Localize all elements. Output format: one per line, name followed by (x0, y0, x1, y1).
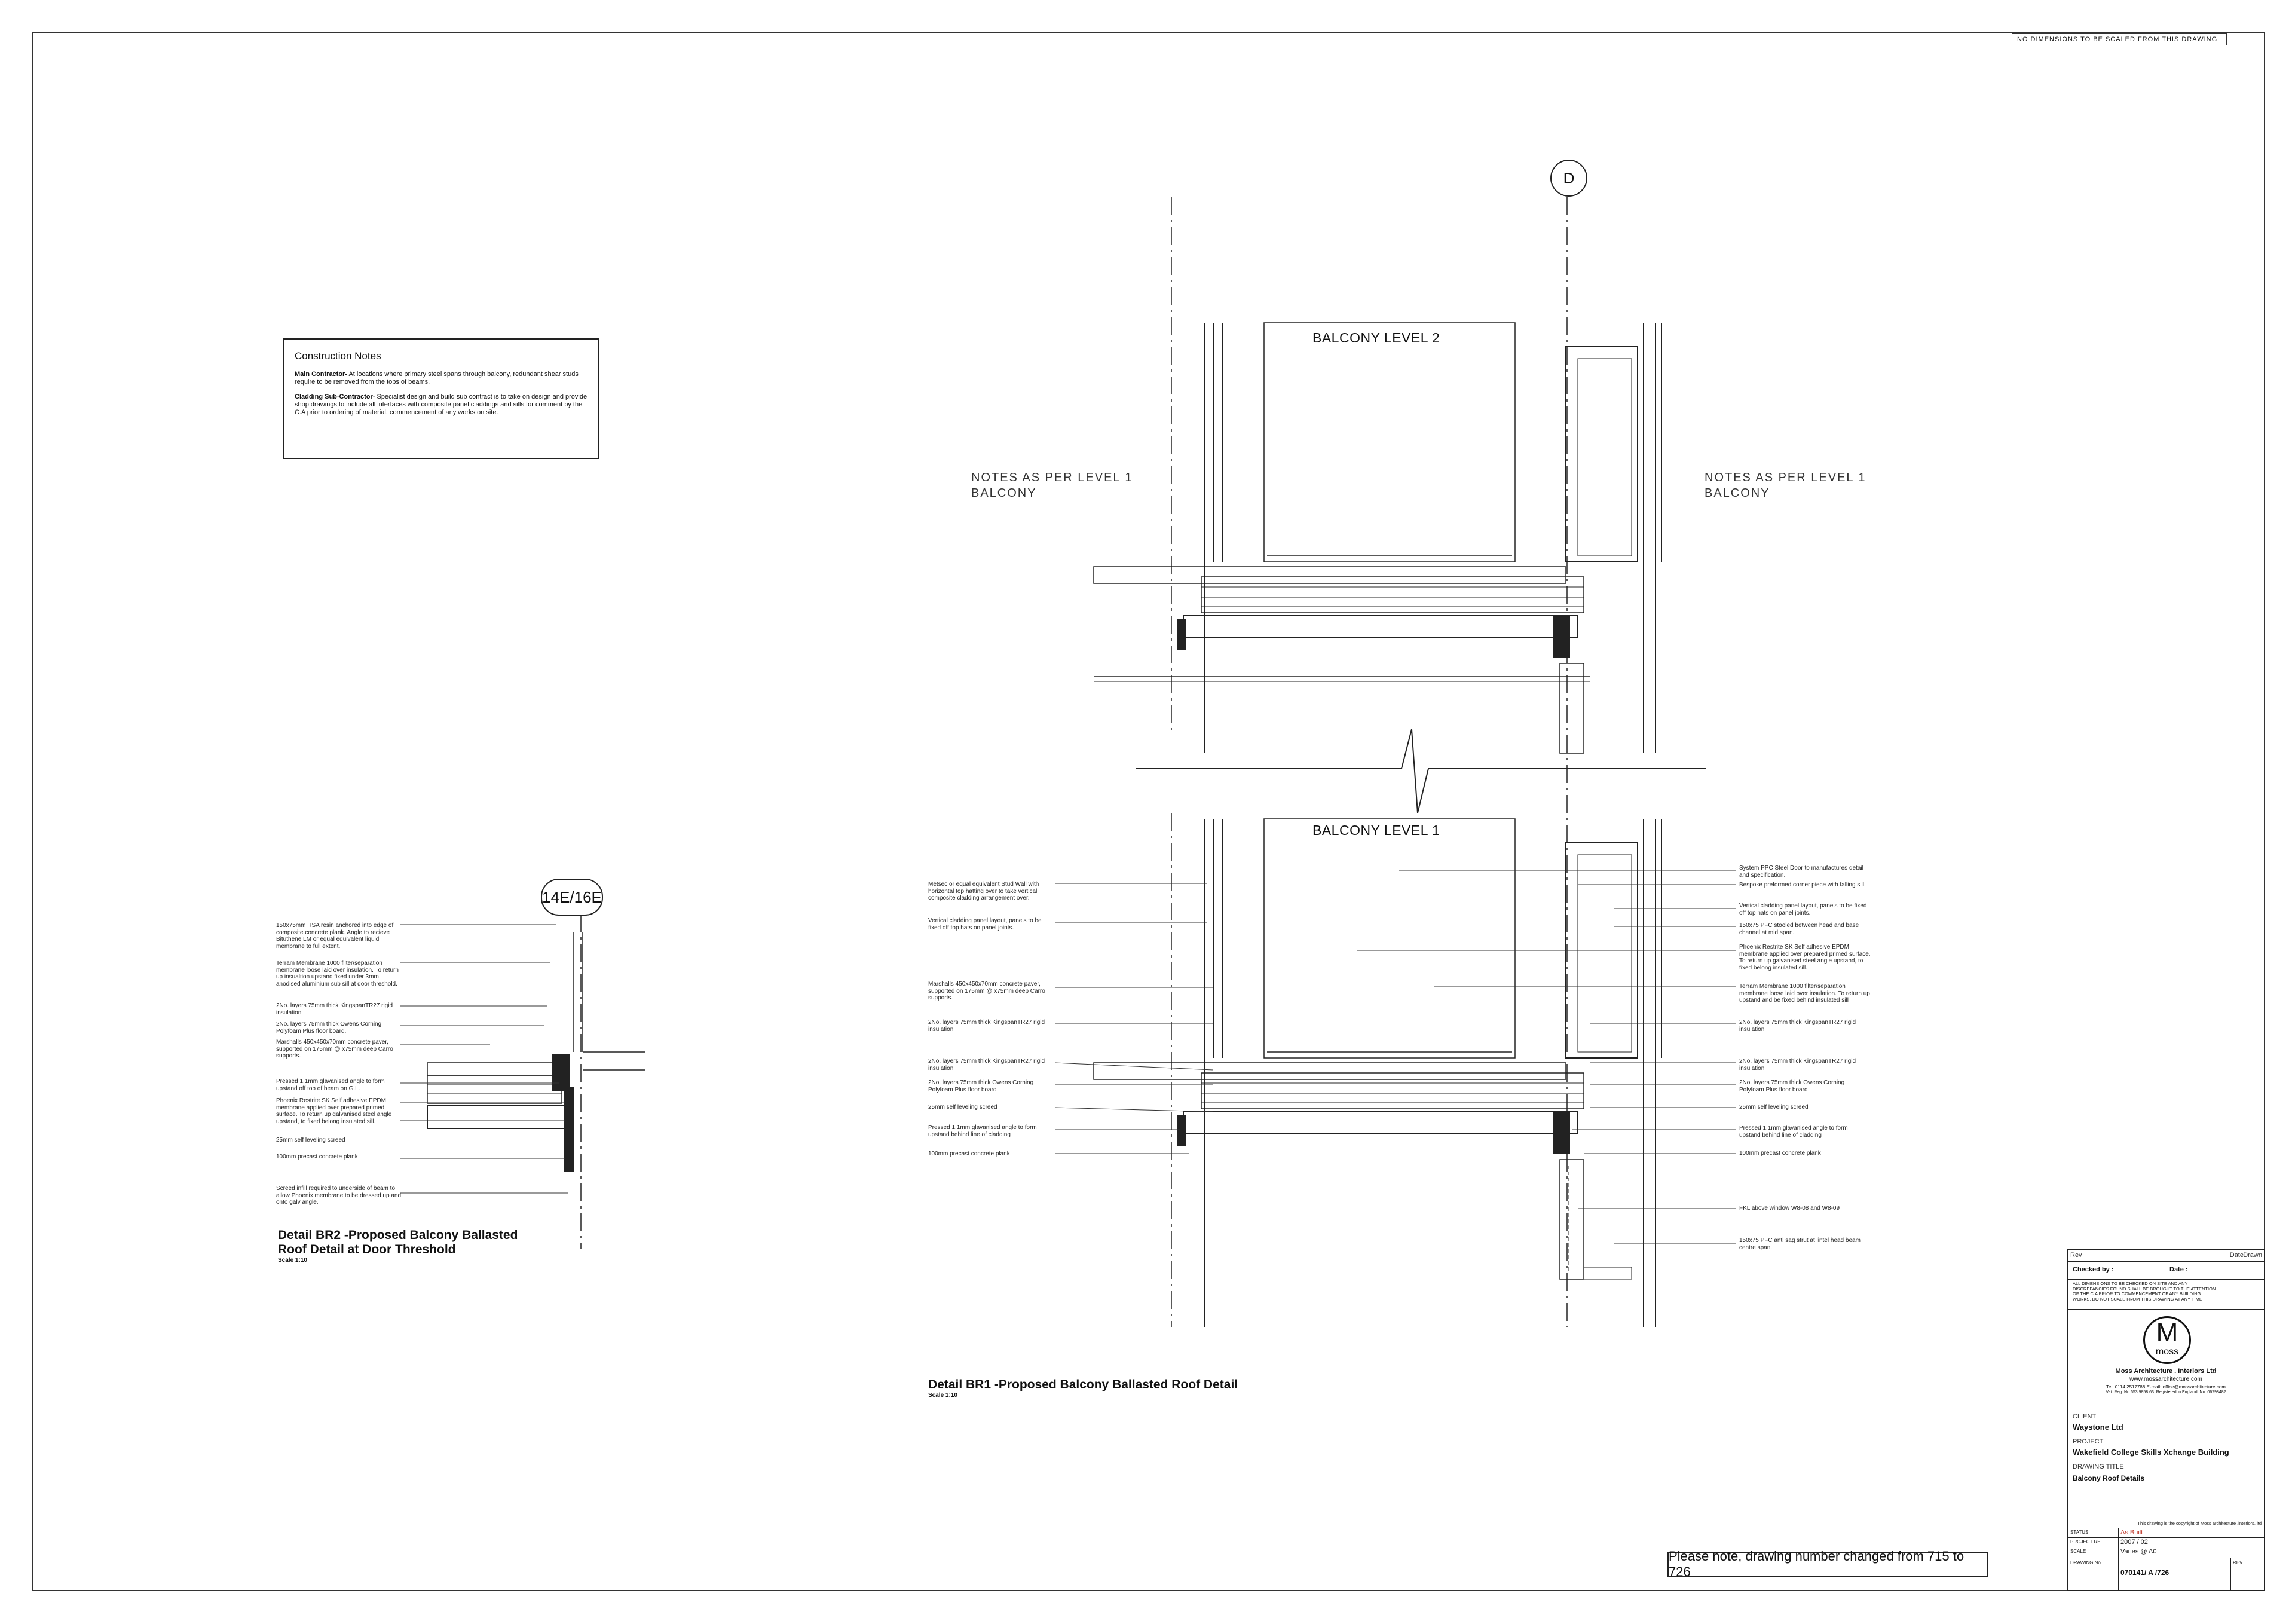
br2-label: Marshalls 450x450x70mm concrete paver, supported on 175mm @ x75mm deep Carro supports. (276, 1039, 393, 1059)
number-change-note: Please note, drawing number changed from 715 to 726 (1667, 1552, 1988, 1577)
detail-ref-bubble: 14E/16E (541, 879, 603, 916)
br1-label-left: Metsec or equal equivalent Stud Wall with horizontal top hatting over to take vertical composite cladding arrangement over. (928, 881, 1039, 901)
drawing-no-value: 070141/ A /726 (2120, 1568, 2169, 1577)
scale-warning: NO DIMENSIONS TO BE SCALED FROM THIS DRAWING (2012, 33, 2227, 45)
level-1-label: BALCONY LEVEL 1 (1312, 822, 1440, 838)
br1-label-left: 2No. layers 75mm thick KingspanTR27 rigid insulation (928, 1019, 1045, 1033)
client-head: CLIENT (2073, 1413, 2097, 1420)
grid-bubble-d: D (1550, 160, 1587, 197)
br1-label-right: 100mm precast concrete plank (1739, 1150, 1821, 1157)
br1-label-left: 2No. layers 75mm thick Owens Corning Polyfoam Plus floor board (928, 1079, 1034, 1093)
notes-per-right: NOTES AS PER LEVEL 1 BALCONY (1705, 471, 1866, 500)
br1-label-right: 150x75 PFC stooled between head and base channel at mid span. (1739, 922, 1859, 936)
status-value: As Built (2120, 1529, 2143, 1536)
moss-logo: M moss (2143, 1316, 2191, 1364)
br2-label: 2No. layers 75mm thick Owens Corning Polyfoam Plus floor board. (276, 1021, 382, 1035)
construction-notes-title: Construction Notes (295, 350, 381, 362)
client-value: Waystone Ltd (2073, 1423, 2123, 1432)
firm-web: www.mossarchitecture.com (2129, 1376, 2202, 1383)
br1-label-right: Phoenix Restrite SK Self adhesive EPDM membrane applied over prepared primed surface. To return up galvanised steel angle upstand, to fixed belong insulated sill. (1739, 944, 1871, 971)
br1-label-right: 2No. layers 75mm thick KingspanTR27 rigid insulation (1739, 1019, 1856, 1033)
br2-label: Screed infill required to underside of beam to allow Phoenix membrane to be dressed up and onto galv angle. (276, 1185, 402, 1206)
project-head: PROJECT (2073, 1438, 2104, 1445)
br2-label: Terram Membrane 1000 filter/separation membrane loose laid over insulation. To return up insualtion upstand fixed under 3mm anodised aluminium sub sill at door threshold. (276, 960, 399, 987)
br1-label-right: 2No. layers 75mm thick Owens Corning Polyfoam Plus floor board (1739, 1079, 1845, 1093)
br1-label-right: Vertical cladding panel layout, panels to be fixed off top hats on panel joints. (1739, 903, 1867, 916)
br2-label: Pressed 1.1mm glavanised angle to form upstand off top of beam on G.L. (276, 1078, 385, 1092)
br1-label-right: Pressed 1.1mm glavanised angle to form upstand behind line of cladding (1739, 1125, 1848, 1139)
checked-by: Checked by : (2073, 1266, 2114, 1273)
status-head: STATUS (2070, 1530, 2089, 1535)
title-block (2067, 1249, 2265, 1591)
rev-small-head: REV (2233, 1560, 2243, 1565)
br1-label-right: System PPC Steel Door to manufactures detail and specification. (1739, 865, 1863, 879)
br2-label: 100mm precast concrete plank (276, 1154, 358, 1160)
firm-name: Moss Architecture . Interiors Ltd (2115, 1368, 2217, 1375)
project-ref-head: PROJECT REF. (2070, 1539, 2104, 1545)
br2-label: 25mm self leveling screed (276, 1137, 345, 1143)
scale-value: Varies @ A0 (2120, 1548, 2157, 1555)
drawing-title-value: Balcony Roof Details (2073, 1474, 2145, 1482)
firm-reg: Vat. Reg. No 653 9858 63. Registered in England. No. 06798482 (2106, 1390, 2226, 1394)
br1-label-right: Bespoke preformed corner piece with falling sill. (1739, 882, 1866, 888)
notes-per-left: NOTES AS PER LEVEL 1 BALCONY (971, 471, 1133, 500)
level-2-label: BALCONY LEVEL 2 (1312, 330, 1440, 345)
br1-label-left: Vertical cladding panel layout, panels to be fixed off top hats on panel joints. (928, 917, 1042, 931)
br1-label-right: Terram Membrane 1000 filter/separation membrane loose laid over insulation. To return up upstand and be fixed behind insulated sill (1739, 983, 1870, 1004)
br1-label-right: FKL above window W8-08 and W8-09 (1739, 1205, 1840, 1212)
br2-title: Detail BR2 -Proposed Balcony Ballasted Roof Detail at Door Threshold Scale 1:10 (278, 1228, 518, 1264)
copyright: This drawing is the copyright of Moss architecture .interiors. ltd (2137, 1521, 2262, 1526)
br1-label-right: 150x75 PFC anti sag strut at lintel head beam centre span. (1739, 1237, 1861, 1251)
br1-title: Detail BR1 -Proposed Balcony Ballasted Roof Detail Scale 1:10 (928, 1378, 1238, 1399)
disclaimer: ALL DIMENSIONS TO BE CHECKED ON SITE AND ANY DISCREPANCIES FOUND SHALL BE BROUGHT TO THE ATTENTION OF THE C.A PRIOR TO COMMENCEMENT OF ANY BUILDING WORKS. DO NOT SCALE FROM THIS DRAWING AT ANY TIME (2073, 1281, 2216, 1302)
br1-label-left: 100mm precast concrete plank (928, 1151, 1010, 1157)
cladding-note: Cladding Sub-Contractor- Specialist design and build sub contract is to take on design and provide shop drawings to include all interfaces with composite panel claddings and sills for comment by the C.A prior to ordering of material, commencement of any works on site. (295, 393, 587, 416)
br2-label: 2No. layers 75mm thick KingspanTR27 rigid insulation (276, 1002, 393, 1016)
br1-label-left: Pressed 1.1mm glavanised angle to form upstand behind line of cladding (928, 1124, 1037, 1138)
firm-contact: Tel: 0114 2517788 E-mail: office@mossarchitecture.com (2106, 1384, 2226, 1390)
br1-label-right: 2No. layers 75mm thick KingspanTR27 rigid insulation (1739, 1058, 1856, 1072)
br1-label-left: 2No. layers 75mm thick KingspanTR27 rigid insulation (928, 1058, 1045, 1072)
br2-label: 150x75mm RSA resin anchored into edge of composite concrete plank. Angle to recieve Bituthene LM or equal equivalent liquid membrane to full extent. (276, 922, 394, 950)
br1-label-right: 25mm self leveling screed (1739, 1104, 1809, 1111)
project-value: Wakefield College Skills Xchange Building (2073, 1448, 2229, 1457)
br1-label-left: 25mm self leveling screed (928, 1104, 997, 1111)
date-head: Date (2229, 1252, 2244, 1259)
br1-label-left: Marshalls 450x450x70mm concrete paver, supported on 175mm @ x75mm deep Carro supports. (928, 981, 1045, 1001)
drawing-title-head: DRAWING TITLE (2073, 1463, 2124, 1470)
project-ref-value: 2007 / 02 (2120, 1539, 2148, 1546)
date-field: Date : (2169, 1266, 2188, 1273)
rev-head: Rev (2070, 1252, 2082, 1259)
drawing-no-head: DRAWING No. (2070, 1560, 2103, 1565)
main-contractor-note: Main Contractor- At locations where primary steel spans through balcony, redundant shear studs require to be removed from the tops of beams. (295, 371, 579, 386)
scale-head: SCALE (2070, 1549, 2086, 1554)
br2-label: Phoenix Restrite SK Self adhesive EPDM membrane applied over prepared primed surface. To return up galvanised steel angle upstand, to fixed belong insulated sill. (276, 1097, 392, 1125)
drawn-head: Drawn (2243, 1252, 2262, 1259)
